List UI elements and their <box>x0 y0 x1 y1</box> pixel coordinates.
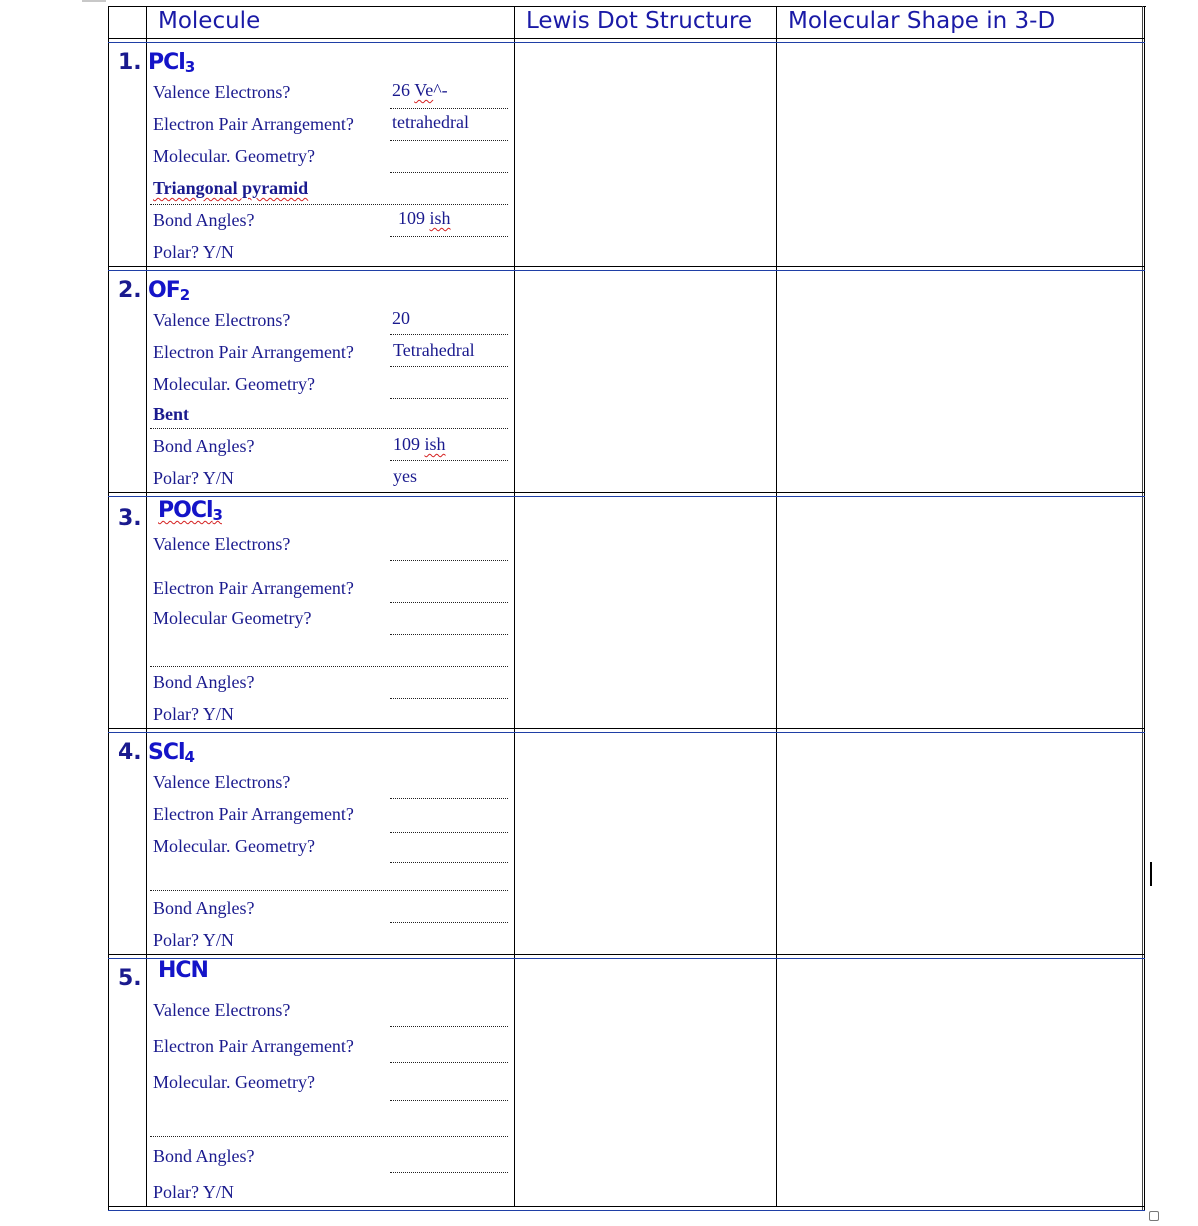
spellcheck-underline: ish <box>424 434 446 454</box>
row-2-polar-answer[interactable]: yes <box>393 466 417 486</box>
row-3-epa-line <box>390 602 508 603</box>
row-3-angles-label: Bond Angles? <box>153 672 255 692</box>
row-2-geometry-label: Molecular. Geometry? <box>153 374 315 394</box>
table-right-border-inner <box>1142 6 1143 1210</box>
row-4-valence-line <box>390 798 508 799</box>
row-2-formula: $OF_2$ <box>148 278 190 304</box>
row-1-polar-label: Polar? Y/N <box>153 242 234 262</box>
header-molecular-shape: Molecular Shape in 3-D <box>788 8 1056 34</box>
row-5-geometry-line <box>390 1100 508 1101</box>
row-3-angles-line <box>390 698 508 699</box>
row-3-geometry-line-2 <box>150 666 508 667</box>
row-2-valence-line <box>390 334 508 335</box>
row-4-geometry-label: Molecular. Geometry? <box>153 836 315 856</box>
spellcheck-underline: ish <box>429 208 451 228</box>
row-4-valence-label: Valence Electrons? <box>153 772 291 792</box>
row-1-angles-answer[interactable]: 109 ish <box>398 208 451 228</box>
row-1-geometry-line <box>390 172 508 173</box>
row-4-number: 4. <box>118 740 142 765</box>
row-3-number-divider <box>146 498 147 534</box>
table-top-border <box>108 6 1146 7</box>
row-3-polar-label: Polar? Y/N <box>153 704 234 724</box>
row-5-number-divider <box>146 960 147 996</box>
row-2-angles-label: Bond Angles? <box>153 436 255 456</box>
row-separator-2b <box>108 496 1145 497</box>
row-5-epa-label: Electron Pair Arrangement? <box>153 1036 354 1056</box>
row-4-geometry-line <box>390 862 508 863</box>
row-separator-3 <box>108 728 1145 729</box>
row-2-epa-label: Electron Pair Arrangement? <box>153 342 354 362</box>
row-4-angles-line <box>390 922 508 923</box>
row-2-angles-answer[interactable]: 109 ish <box>393 434 446 454</box>
row-2-valence-label: Valence Electrons? <box>153 310 291 330</box>
header-molecule: Molecule <box>158 8 261 34</box>
row-separator-4 <box>108 954 1145 955</box>
table-left-border <box>108 6 109 1210</box>
row-2-number: 2. <box>118 278 142 303</box>
row-5-geometry-label: Molecular. Geometry? <box>153 1072 315 1092</box>
page-corner-mark-bottom <box>1149 1211 1159 1221</box>
row-2-epa-answer[interactable]: Tetrahedral <box>393 340 475 360</box>
row-2-angles-line <box>390 460 508 461</box>
row-1-epa-answer[interactable]: tetrahedral <box>392 112 469 132</box>
row-1-valence-label: Valence Electrons? <box>153 82 291 102</box>
row-4-epa-label: Electron Pair Arrangement? <box>153 804 354 824</box>
row-3-number: 3. <box>118 506 142 531</box>
table-bottom-border <box>108 1206 1145 1207</box>
row-1-formula: PCl$_3$ <box>148 50 195 76</box>
row-5-angles-label: Bond Angles? <box>153 1146 255 1166</box>
row-2-geometry-answer[interactable]: Bent <box>153 404 189 424</box>
row-separator-1b <box>108 270 1145 271</box>
row-5-polar-label: Polar? Y/N <box>153 1182 234 1202</box>
spellcheck-underline: Ve <box>414 80 434 100</box>
row-1-geometry-line-2 <box>150 204 508 205</box>
row-4-polar-label: Polar? Y/N <box>153 930 234 950</box>
row-5-epa-line <box>390 1062 508 1063</box>
column-divider-3 <box>776 6 777 1206</box>
row-1-valence-answer[interactable]: 26 Ve^- <box>392 80 448 100</box>
row-1-epa-label: Electron Pair Arrangement? <box>153 114 354 134</box>
row-4-epa-line <box>390 832 508 833</box>
row-5-geometry-line-2 <box>150 1136 508 1137</box>
column-divider-1 <box>146 6 147 1206</box>
row-5-valence-label: Valence Electrons? <box>153 1000 291 1020</box>
row-separator-1 <box>108 266 1145 267</box>
text-cursor <box>1150 862 1152 886</box>
row-3-formula: POCl$_3$ <box>158 498 222 524</box>
row-5-formula: HCN <box>158 958 208 983</box>
table-bottom-border-2 <box>108 1210 1145 1211</box>
row-5-number: 5. <box>118 966 142 991</box>
row-1-number: 1. <box>118 50 142 75</box>
row-1-geometry-label: Molecular. Geometry? <box>153 146 315 166</box>
row-1-epa-line <box>390 140 508 141</box>
row-2-polar-label: Polar? Y/N <box>153 468 234 488</box>
row-1-valence-line <box>390 108 508 109</box>
row-3-geometry-label: Molecular Geometry? <box>153 608 312 628</box>
row-2-valence-answer[interactable]: 20 <box>392 308 410 328</box>
row-2-geometry-line <box>390 398 508 399</box>
row-separator-4b <box>108 958 1145 959</box>
row-5-angles-line <box>390 1172 508 1173</box>
header-separator-2 <box>108 42 1145 43</box>
row-3-valence-line <box>390 560 508 561</box>
row-separator-2 <box>108 492 1145 493</box>
row-3-valence-label: Valence Electrons? <box>153 534 291 554</box>
header-lewis-dot-structure: Lewis Dot Structure <box>526 8 753 34</box>
row-1-angles-line <box>390 236 508 237</box>
row-4-formula: SCl$_4$ <box>148 740 194 766</box>
row-4-angles-label: Bond Angles? <box>153 898 255 918</box>
table-right-border <box>1144 6 1145 1210</box>
row-1-angles-label: Bond Angles? <box>153 210 255 230</box>
row-5-valence-line <box>390 1026 508 1027</box>
row-3-epa-label: Electron Pair Arrangement? <box>153 578 354 598</box>
row-2-geometry-line-2 <box>150 428 508 429</box>
row-3-geometry-line <box>390 634 508 635</box>
header-separator <box>108 38 1145 39</box>
column-divider-2 <box>514 6 515 1206</box>
row-4-geometry-line-2 <box>150 890 508 891</box>
row-separator-3b <box>108 732 1145 733</box>
row-1-geometry-answer[interactable]: Triangonal pyramid <box>153 178 309 198</box>
page-corner-mark-top <box>82 0 106 2</box>
row-2-epa-line <box>390 366 508 367</box>
